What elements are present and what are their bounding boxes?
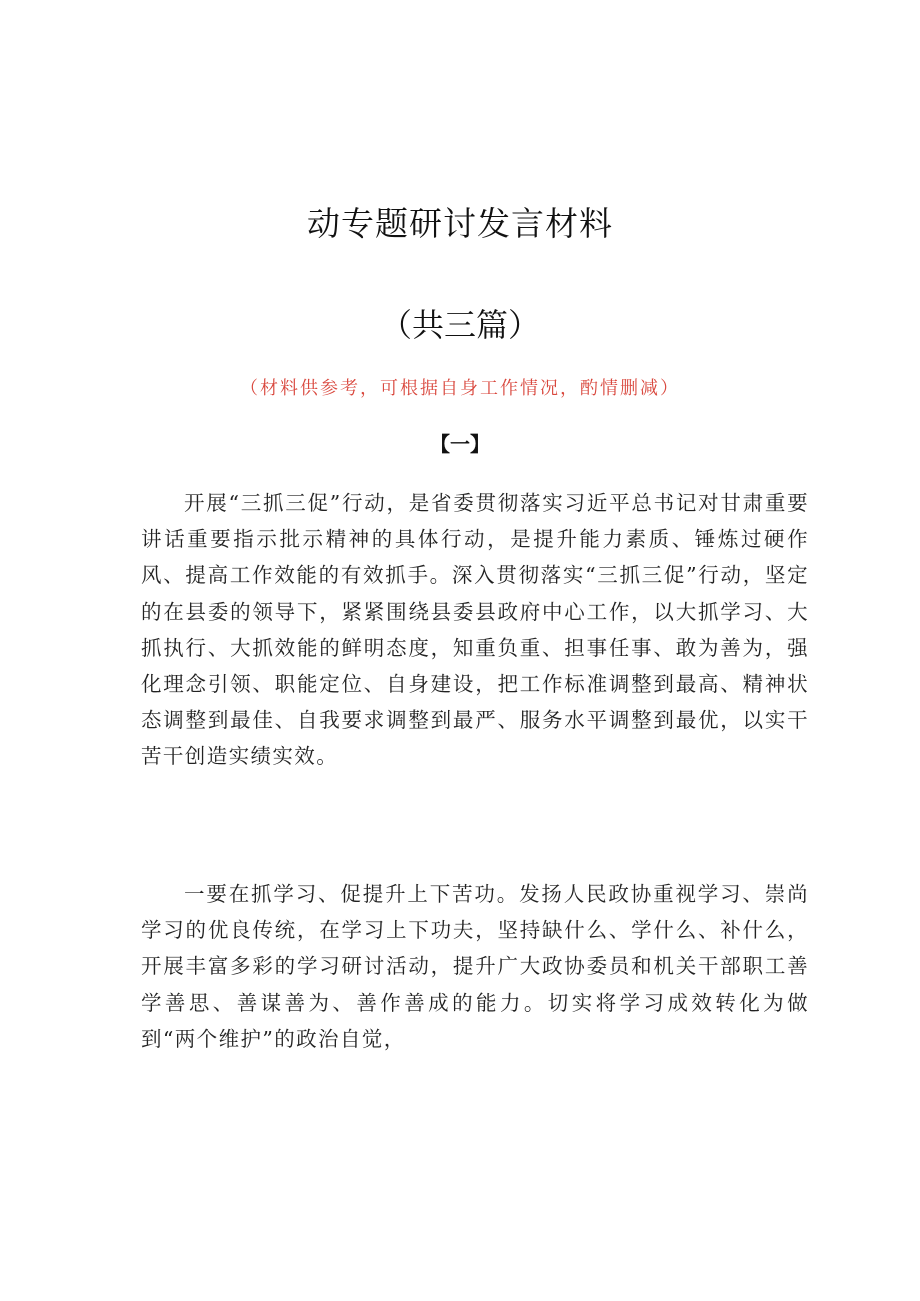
document-subtitle: （共三篇） <box>379 306 540 344</box>
document-title: 动专题研讨发言材料 <box>307 204 613 243</box>
body-paragraph: 开展“三抓三促”行动，是省委贯彻落实习近平总书记对甘肃重要讲话重要指示批示精神的具体行动，是提升能力素质、锤炼过硬作风、提高工作效能的有效抓手。深入贯彻落实“三抓三促”行动，坚定的在县委的领导下，紧紧围绕县委县政府中心工作，以大抓学习、大抓执行、大抓效能的鲜明态度，知重负重、担事任事、敢为善为，强化理念引领、职能定位、自身建设，把工作标准调整到最高、精神状态调整到最佳、自我要求调整到最严、服务水平调整到最优，以实干苦干创造实绩实效。 <box>141 491 809 769</box>
reference-note: （材料供参考，可根据自身工作情况，酌情删减） <box>240 378 680 399</box>
body-paragraph: 一要在抓学习、促提升上下苦功。发扬人民政协重视学习、崇尚学习的优良传统，在学习上下功夫，坚持缺什么、学什么、补什么，开展丰富多彩的学习研讨活动，提升广大政协委员和机关干部职工善学善思、善谋善为、善作善成的能力。切实将学习成效转化为做到“两个维护”的政治自觉， <box>141 882 809 1051</box>
section-marker: 【一】 <box>430 432 490 456</box>
